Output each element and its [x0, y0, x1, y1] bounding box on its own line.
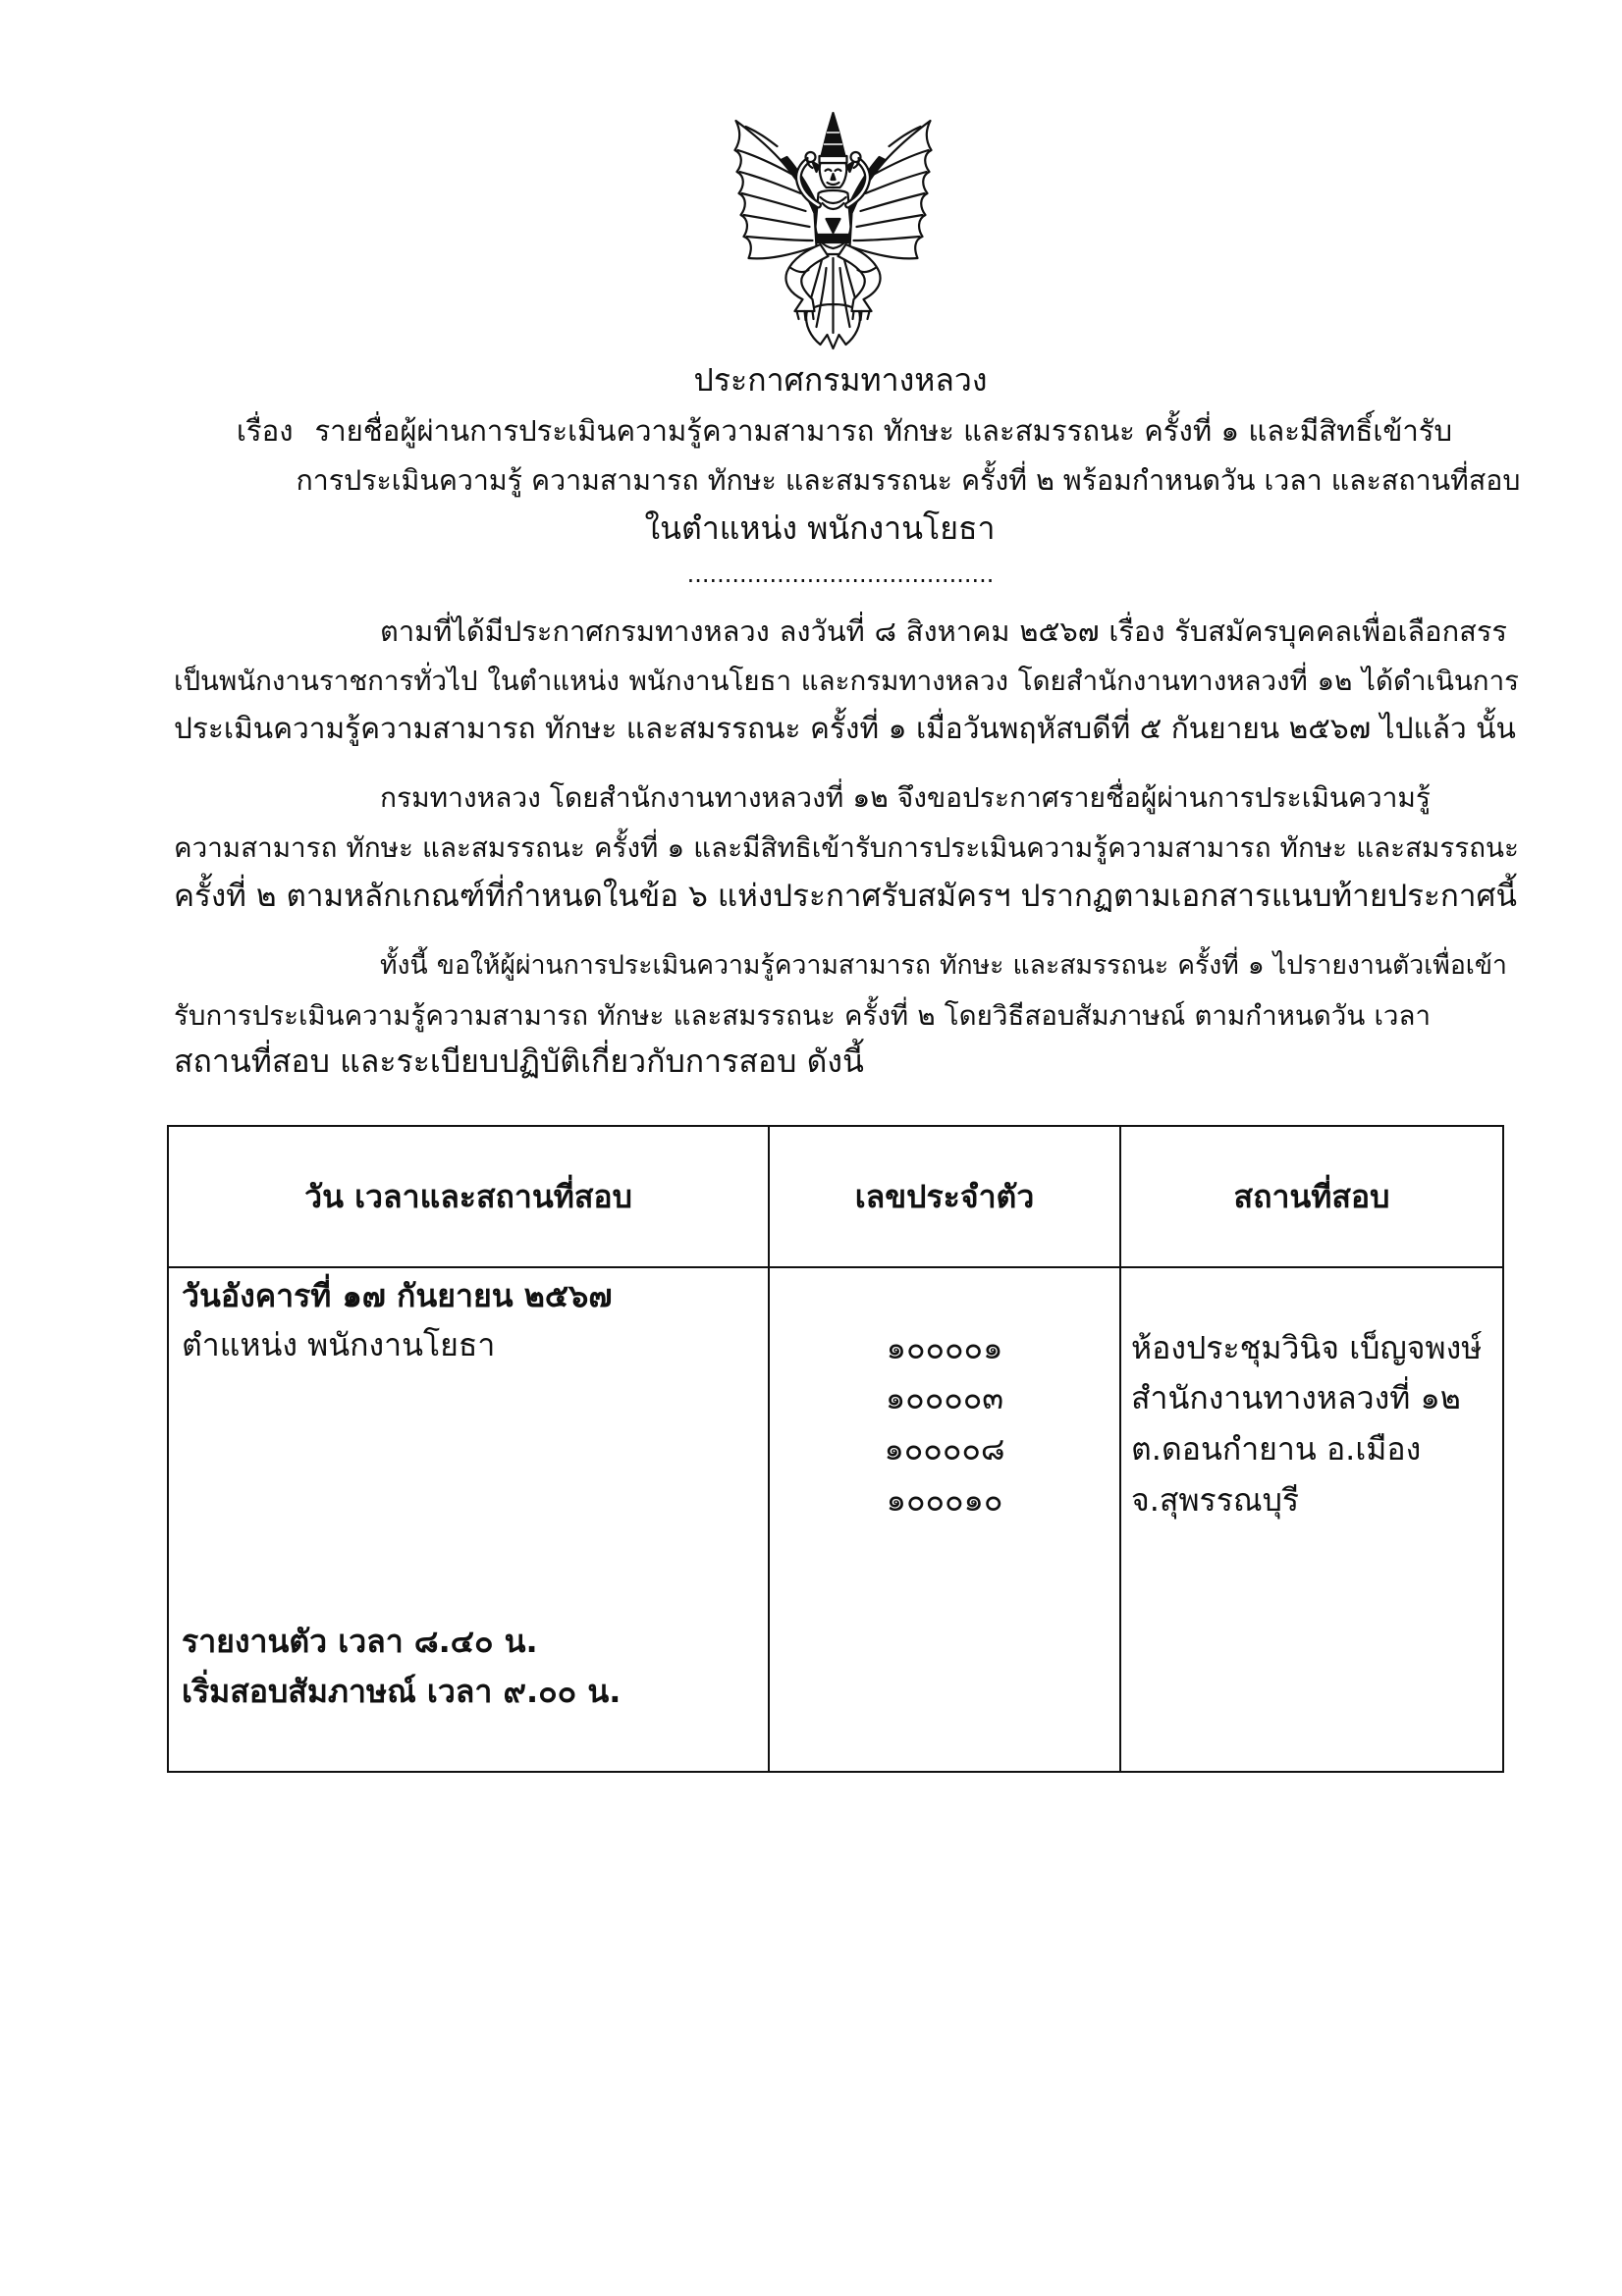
header-cell-candidate-id	[770, 1127, 1121, 1268]
interview-time: เริ่มสอบสัมภาษณ์ เวลา ๙.๐๐ น.	[182, 1673, 622, 1710]
candidate-id: ๑๐๐๐๑๐	[886, 1481, 1003, 1519]
venue-cell	[1121, 1268, 1502, 1771]
exam-date: วันอังคารที่ ๑๗ กันยายน ๒๕๖๗	[182, 1277, 613, 1314]
paragraph-line: รับการประเมินความรู้ความสามารถ ทักษะ และสมรรถนะ ครั้งที่ ๒ โดยวิธีสอบสัมภาษณ์ ตามกำหนดวัน เวลา	[174, 999, 1431, 1032]
paragraph-line: ทั้งนี้ ขอให้ผู้ผ่านการประเมินความรู้ความสามารถ ทักษะ และสมรรถนะ ครั้งที่ ๑ ไปรายงานตัวเพื่อเข้า	[380, 950, 1507, 981]
dotted-separator: .........................................	[686, 561, 995, 588]
paragraph-line: ตามที่ได้มีประกาศกรมทางหลวง ลงวันที่ ๘ สิงหาคม ๒๕๖๗ เรื่อง รับสมัครบุคคลเพื่อเลือกสรร	[380, 614, 1507, 648]
candidate-id-cell	[770, 1268, 1121, 1771]
schedule-cell	[169, 1268, 770, 1771]
candidate-id: ๑๐๐๐๐๑	[886, 1329, 1003, 1366]
venue-line: ห้องประชุมวินิจ เบ็ญจพงษ์	[1131, 1329, 1483, 1366]
report-time: รายงานตัว เวลา ๘.๔๐ น.	[182, 1623, 538, 1660]
header-candidate-id: เลขประจำตัว	[854, 1177, 1035, 1215]
venue-line: สำนักงานทางหลวงที่ ๑๒	[1131, 1379, 1461, 1416]
header-venue: สถานที่สอบ	[1233, 1177, 1390, 1215]
garuda-emblem-graphic	[730, 111, 937, 351]
paragraph-line: กรมทางหลวง โดยสำนักงานทางหลวงที่ ๑๒ จึงขอประกาศรายชื่อผู้ผ่านการประเมินความรู้	[380, 781, 1431, 814]
garuda-emblem-icon	[730, 111, 937, 351]
subject-text-1: รายชื่อผู้ผ่านการประเมินความรู้ความสามารถ ทักษะ และสมรรถนะ ครั้งที่ ๑ และมีสิทธิ์เข้ารับ	[314, 414, 1453, 448]
venue-line: ต.ดอนกำยาน อ.เมือง	[1131, 1430, 1422, 1468]
paragraph-line: สถานที่สอบ และระเบียบปฏิบัติเกี่ยวกับการสอบ ดังนี้	[174, 1042, 864, 1080]
paragraph-line: ความสามารถ ทักษะ และสมรรถนะ ครั้งที่ ๑ และมีสิทธิเข้ารับการประเมินความรู้ความสามารถ ทักษะ และสมรรถนะ	[174, 831, 1519, 864]
subject-label: เรื่อง	[236, 414, 294, 448]
subject-line-1	[236, 406, 1453, 455]
exam-position: ตำแหน่ง พนักงานโยธา	[182, 1326, 496, 1363]
paragraph-line: ครั้งที่ ๒ ตามหลักเกณฑ์ที่กำหนดในข้อ ๖ แห่งประกาศรับสมัครฯ ปรากฏตามเอกสารแนบท้ายประกาศนี้	[174, 879, 1517, 914]
header-schedule: วัน เวลาและสถานที่สอบ	[304, 1177, 632, 1215]
paragraph-line: ประเมินความรู้ความสามารถ ทักษะ และสมรรถนะ ครั้งที่ ๑ เมื่อวันพฤหัสบดีที่ ๕ กันยายน ๒๕๖๗ ไปแล้ว นั้น	[174, 712, 1516, 746]
candidate-id: ๑๐๐๐๐๓	[885, 1379, 1004, 1416]
subject-line-2: การประเมินความรู้ ความสามารถ ทักษะ และสมรรถนะ ครั้งที่ ๒ พร้อมกำหนดวัน เวลา และสถานที่สอบ	[296, 464, 1521, 497]
header-cell-venue	[1121, 1127, 1502, 1268]
subject-line-3: ในตำแหน่ง พนักงานโยธา	[644, 509, 996, 547]
candidate-id: ๑๐๐๐๐๘	[884, 1430, 1005, 1468]
paragraph-line: เป็นพนักงานราชการทั่วไป ในตำแหน่ง พนักงานโยธา และกรมทางหลวง โดยสำนักงานทางหลวงที่ ๑๒ ได้ดำเนินการ	[174, 665, 1519, 697]
header-cell-schedule	[169, 1127, 770, 1268]
venue-line: จ.สุพรรณบุรี	[1131, 1481, 1300, 1519]
announcement-title: ประกาศกรมทางหลวง	[693, 361, 988, 399]
exam-schedule-table	[167, 1125, 1504, 1773]
